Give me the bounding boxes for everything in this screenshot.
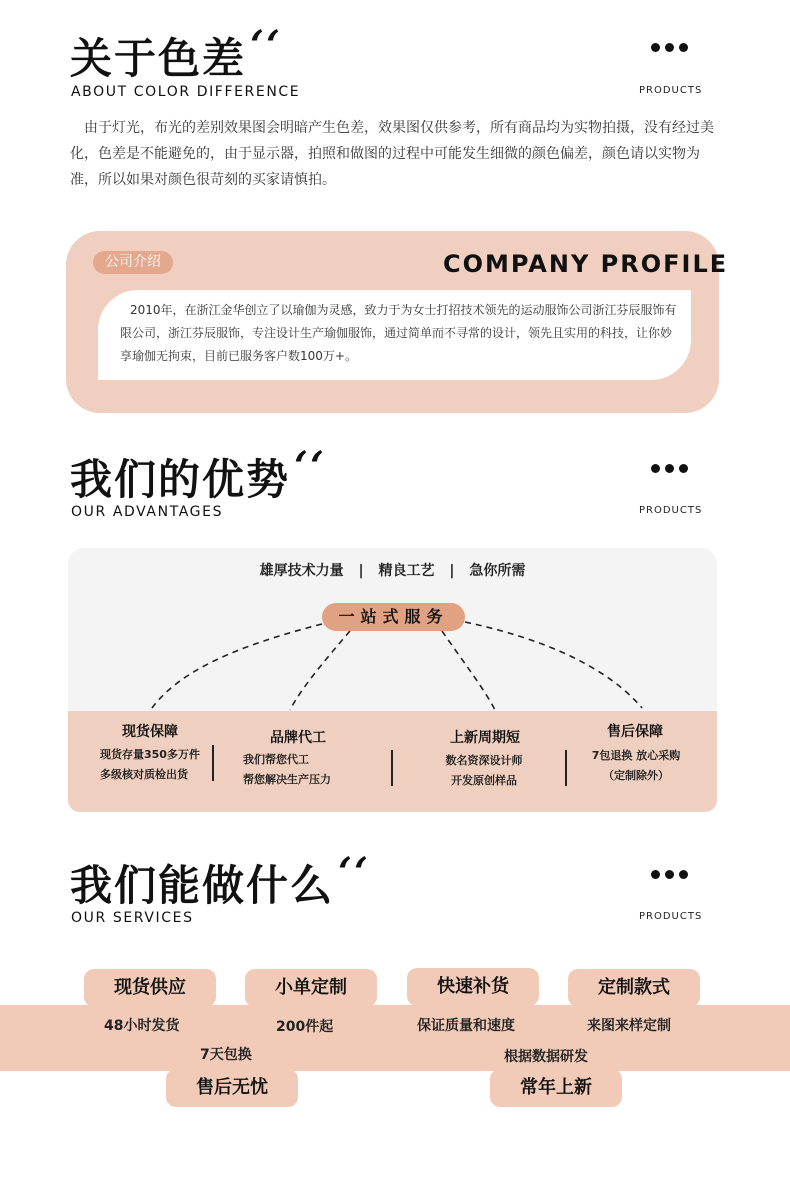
connector-line [442, 631, 495, 710]
service-pill: 常年上新 [490, 1069, 622, 1107]
advantage-detail: 我们帮您代工 帮您解决生产压力 [243, 753, 331, 786]
one-stop-service-badge: 一站式服务 [322, 603, 465, 631]
advantage-detail: 7包退换 放心采购 （定制除外） [591, 749, 681, 782]
services-title: 我们能做什么 ‘‘ [70, 849, 370, 910]
products-label: PRODUCTS [639, 505, 703, 516]
advantage-tag: 精良工艺 [378, 563, 435, 579]
color-diff-paragraph: 由于灯光，布光的差别效果图会明暗产生色差，效果图仅供参考，所有商品均为实物拍摄，没有经过美化，色差是不能避免的，由于显示器，拍照和做图的过程中可能发生细微的颜色偏差，颜色请以实物为准，所以如果对颜色很苛刻的买家请慎拍。 [70, 120, 714, 188]
divider [391, 750, 393, 786]
color-diff-subtitle: ABOUT COLOR DIFFERENCE [71, 84, 301, 100]
advantage-detail: 现货存量350多万件 多级核对质检出货 [100, 748, 200, 781]
advantage-title: 品牌代工 [270, 730, 326, 746]
advantages-subtitle: OUR ADVANTAGES [71, 504, 224, 520]
products-label: PRODUCTS [639, 911, 703, 922]
advantage-title: 现货保障 [122, 724, 178, 740]
service-detail: 200件起 [276, 1019, 334, 1035]
advantage-tag: 急你所需 [469, 563, 526, 579]
divider [565, 750, 567, 786]
service-pill: 快速补货 [407, 968, 539, 1006]
advantage-title: 售后保障 [607, 724, 663, 740]
service-detail: 48小时发货 [104, 1018, 180, 1034]
advantage-tag: 雄厚技术力量 [259, 563, 344, 579]
company-profile-tag: 公司介绍 [93, 251, 173, 274]
service-detail: 7天包换 [200, 1047, 252, 1063]
service-pill: 现货供应 [84, 969, 216, 1007]
service-detail: 根据数据研发 [504, 1049, 588, 1065]
service-pill: 售后无忧 [166, 1069, 298, 1107]
advantages-title: 我们的优势 ‘‘ [70, 443, 326, 504]
tag-separator: | [358, 563, 364, 579]
tag-separator: | [449, 563, 455, 579]
company-profile-title: COMPANY PROFILE [443, 250, 729, 278]
advantage-title: 上新周期短 [450, 730, 520, 746]
company-profile-text: 2010年，在浙江金华创立了以瑜伽为灵感，致力于为女士打招技术领先的运动服饰公司浙江芬辰服饰有限公司，浙江芬辰服饰，专注设计生产瑜伽服饰，通过简单而不寻常的设计，领先且实用的科技，让你妙享瑜伽无拘束，目前已服务客户数100万+。 [120, 303, 677, 363]
service-pill: 小单定制 [245, 969, 377, 1007]
divider [212, 745, 214, 781]
advantage-detail: 数名资深设计师 开发原创样品 [445, 754, 523, 787]
products-label: PRODUCTS [639, 85, 703, 96]
service-detail: 来图来样定制 [587, 1018, 671, 1034]
connector-line [290, 631, 350, 710]
services-subtitle: OUR SERVICES [71, 910, 194, 926]
quote-mark: ‘‘ [250, 22, 282, 69]
more-dots-icon [651, 870, 688, 879]
connector-line [152, 624, 322, 708]
quote-mark: ‘‘ [294, 443, 326, 490]
service-pill: 定制款式 [568, 969, 700, 1007]
service-detail: 保证质量和速度 [417, 1018, 515, 1034]
connector-line [465, 622, 642, 708]
color-diff-title: 关于色差 ‘‘ [70, 22, 282, 83]
quote-mark: ‘‘ [338, 849, 370, 896]
